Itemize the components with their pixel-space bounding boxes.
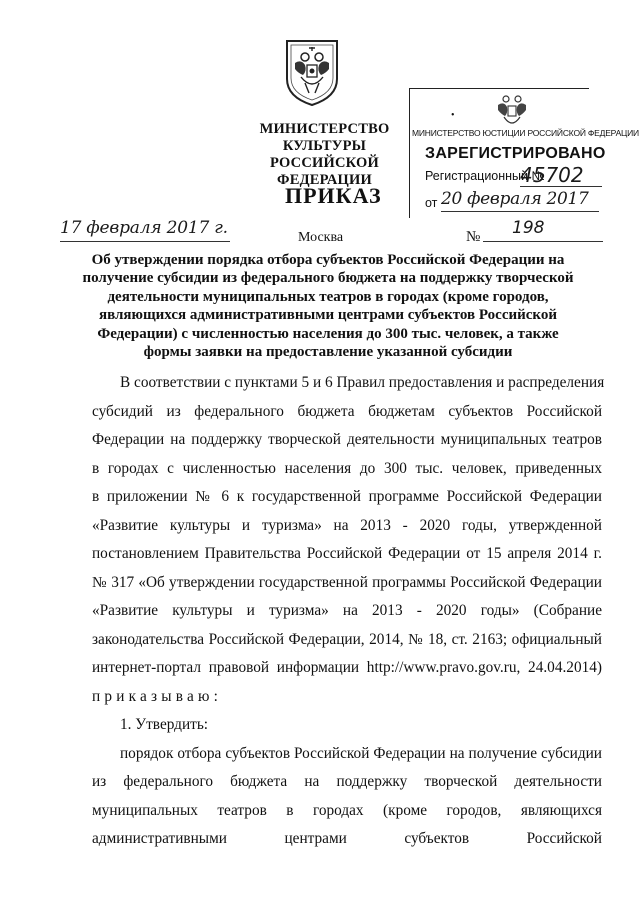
body-line: административными центрами субъектов Российской <box>92 830 602 847</box>
stamp-from-label: от <box>425 196 438 210</box>
stamp-dot: • <box>451 110 455 121</box>
body-line: муниципальных театров в городах (кроме городов, являющихся <box>92 801 602 819</box>
body-line-decree: приказываю: <box>92 687 223 705</box>
order-date-underline <box>60 241 230 242</box>
order-date: 17 февраля 2017 г. <box>60 218 228 238</box>
heading-line: формы заявки на предоставление указанной субсидии <box>143 344 513 361</box>
stamp-emblem-icon <box>492 87 532 131</box>
body-line: «Развитие культуры и туризма» на 2013 - 2020 годы, утвержденной <box>92 516 602 534</box>
body-line-approve: 1. Утвердить: <box>120 716 209 733</box>
heading-line: получение субсидии из федерального бюджета на поддержку творческой <box>82 270 574 287</box>
stamp-reg-underline <box>520 186 602 187</box>
ministry-name <box>222 121 427 189</box>
stamp-from-date: 20 февраля 2017 <box>441 189 589 209</box>
ministry-line-1: МИНИСТЕРСТВО КУЛЬТУРЫ <box>259 121 390 154</box>
body-line: из федерального бюджета на поддержку творческой деятельности <box>92 773 602 790</box>
ministry-line-2: РОССИЙСКОЙ ФЕДЕРАЦИИ <box>270 155 379 188</box>
body-line: субсидий из федерального бюджета бюджетам субъектов Российской <box>92 402 602 420</box>
heading-line: Федерации) с численностью населения до 300 тыс. человек, а также <box>97 325 559 342</box>
stamp-reg-label: Регистрационный № <box>425 169 545 183</box>
heading-line: являющихся административными центрами субъектов Российской <box>98 307 558 324</box>
stamp-border-left <box>409 88 410 218</box>
order-heading <box>78 251 578 361</box>
order-city: Москва <box>298 230 344 245</box>
heading-line: Об утверждении порядка отбора субъектов Российской Федерации на <box>91 252 565 268</box>
stamp-ministry: МИНИСТЕРСТВО ЮСТИЦИИ РОССИЙСКОЙ ФЕДЕРАЦИИ <box>412 128 639 138</box>
stamp-from-underline <box>441 211 599 212</box>
body-line: постановлением Правительства Российской Федерации от 15 апреля 2014 г. <box>92 545 602 562</box>
state-emblem-icon <box>283 35 341 107</box>
body-line: интернет-портал правовой информации http://www.pravo.gov.ru, 24.04.2014) <box>92 659 602 676</box>
body-line: в городах с численностью населения до 300 тыс. человек, приведенных <box>92 459 602 477</box>
order-title: ПРИКАЗ <box>285 183 382 208</box>
order-number-label: № <box>466 229 481 245</box>
order-number: 198 <box>512 218 545 238</box>
body-line: в приложении № 6 к государственной программе Российской Федерации <box>92 488 602 505</box>
stamp-registered: ЗАРЕГИСТРИРОВАНО <box>425 145 606 162</box>
body-line: Федерации на поддержку творческой деятельности муниципальных театров <box>92 431 602 448</box>
body-line: № 317 «Об утверждении государственной программы Российской Федерации <box>92 573 602 591</box>
order-body <box>92 372 605 857</box>
body-line: порядок отбора субъектов Российской Федерации на получение субсидии <box>120 744 602 762</box>
body-line: В соответствии с пунктами 5 и 6 Правил предоставления и распределения <box>120 374 605 391</box>
body-line: законодательства Российской Федерации, 2014, № 18, ст. 2163; официальный <box>92 630 602 648</box>
order-number-underline <box>483 241 603 242</box>
heading-line: деятельности муниципальных театров в городах (кроме городов, <box>107 288 549 305</box>
stamp-reg-number: 45702 <box>520 163 584 187</box>
body-line: «Развитие культуры и туризма» на 2013 - 2020 годы» (Собрание <box>92 602 602 619</box>
